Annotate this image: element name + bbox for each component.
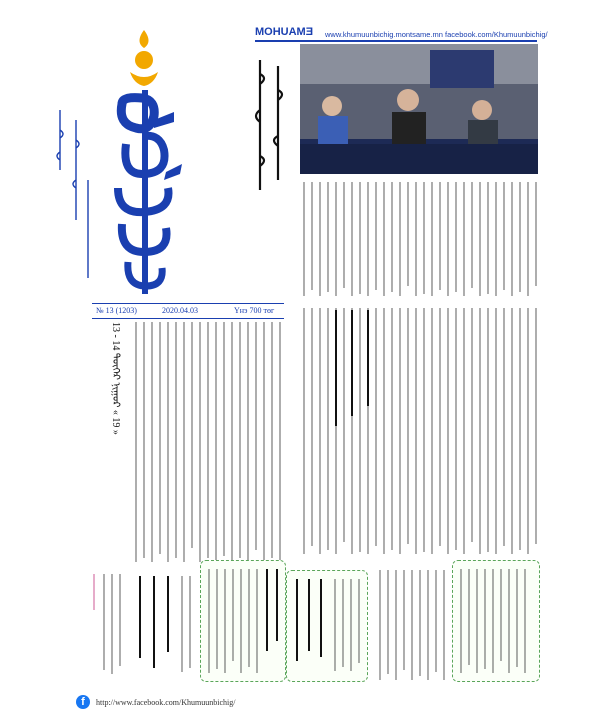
- issue-info-bar: [92, 303, 284, 319]
- issue-price: Үнэ 700 төг: [234, 306, 275, 315]
- header-urls[interactable]: www.khumuunbichig.montsame.mn facebook.com/Khumuunbichig/: [325, 30, 548, 39]
- side-headline: 13 - 14 ᠳᠦᠭᠡᠷ ᠨᠢᠭᠤᠷ « 19 »: [110, 322, 121, 435]
- facebook-url[interactable]: http://www.facebook.com/Khumuunbichig/: [96, 698, 236, 707]
- sidebar-box-left-text: [201, 561, 285, 681]
- article-bottom-farleft: [88, 570, 128, 682]
- news-photo: [300, 44, 538, 174]
- masthead-tagline: [52, 110, 92, 280]
- masthead-logo: [92, 24, 196, 304]
- sidebar-box-middle-text: [287, 571, 367, 681]
- masthead-title: [118, 90, 182, 294]
- front-headline: [250, 60, 290, 200]
- article-body-main: [300, 306, 540, 558]
- issue-number: № 13 (1203): [96, 306, 137, 315]
- article-body-top: [300, 180, 540, 300]
- sidebar-box-left: [200, 560, 286, 682]
- soyombo-icon: [130, 30, 158, 86]
- article-bottom-middle: [376, 566, 448, 686]
- article-bottom-left: [130, 572, 196, 684]
- facebook-icon[interactable]: f: [76, 695, 90, 709]
- article-body-left: [130, 318, 290, 568]
- sidebar-box-right: [452, 560, 540, 682]
- issue-date: 2020.04.03: [162, 306, 198, 315]
- sidebar-box-middle: [286, 570, 368, 682]
- sidebar-box-right-text: [453, 561, 539, 681]
- header-rule: [255, 40, 537, 42]
- brand-label: MOHUAMƎ: [255, 26, 314, 38]
